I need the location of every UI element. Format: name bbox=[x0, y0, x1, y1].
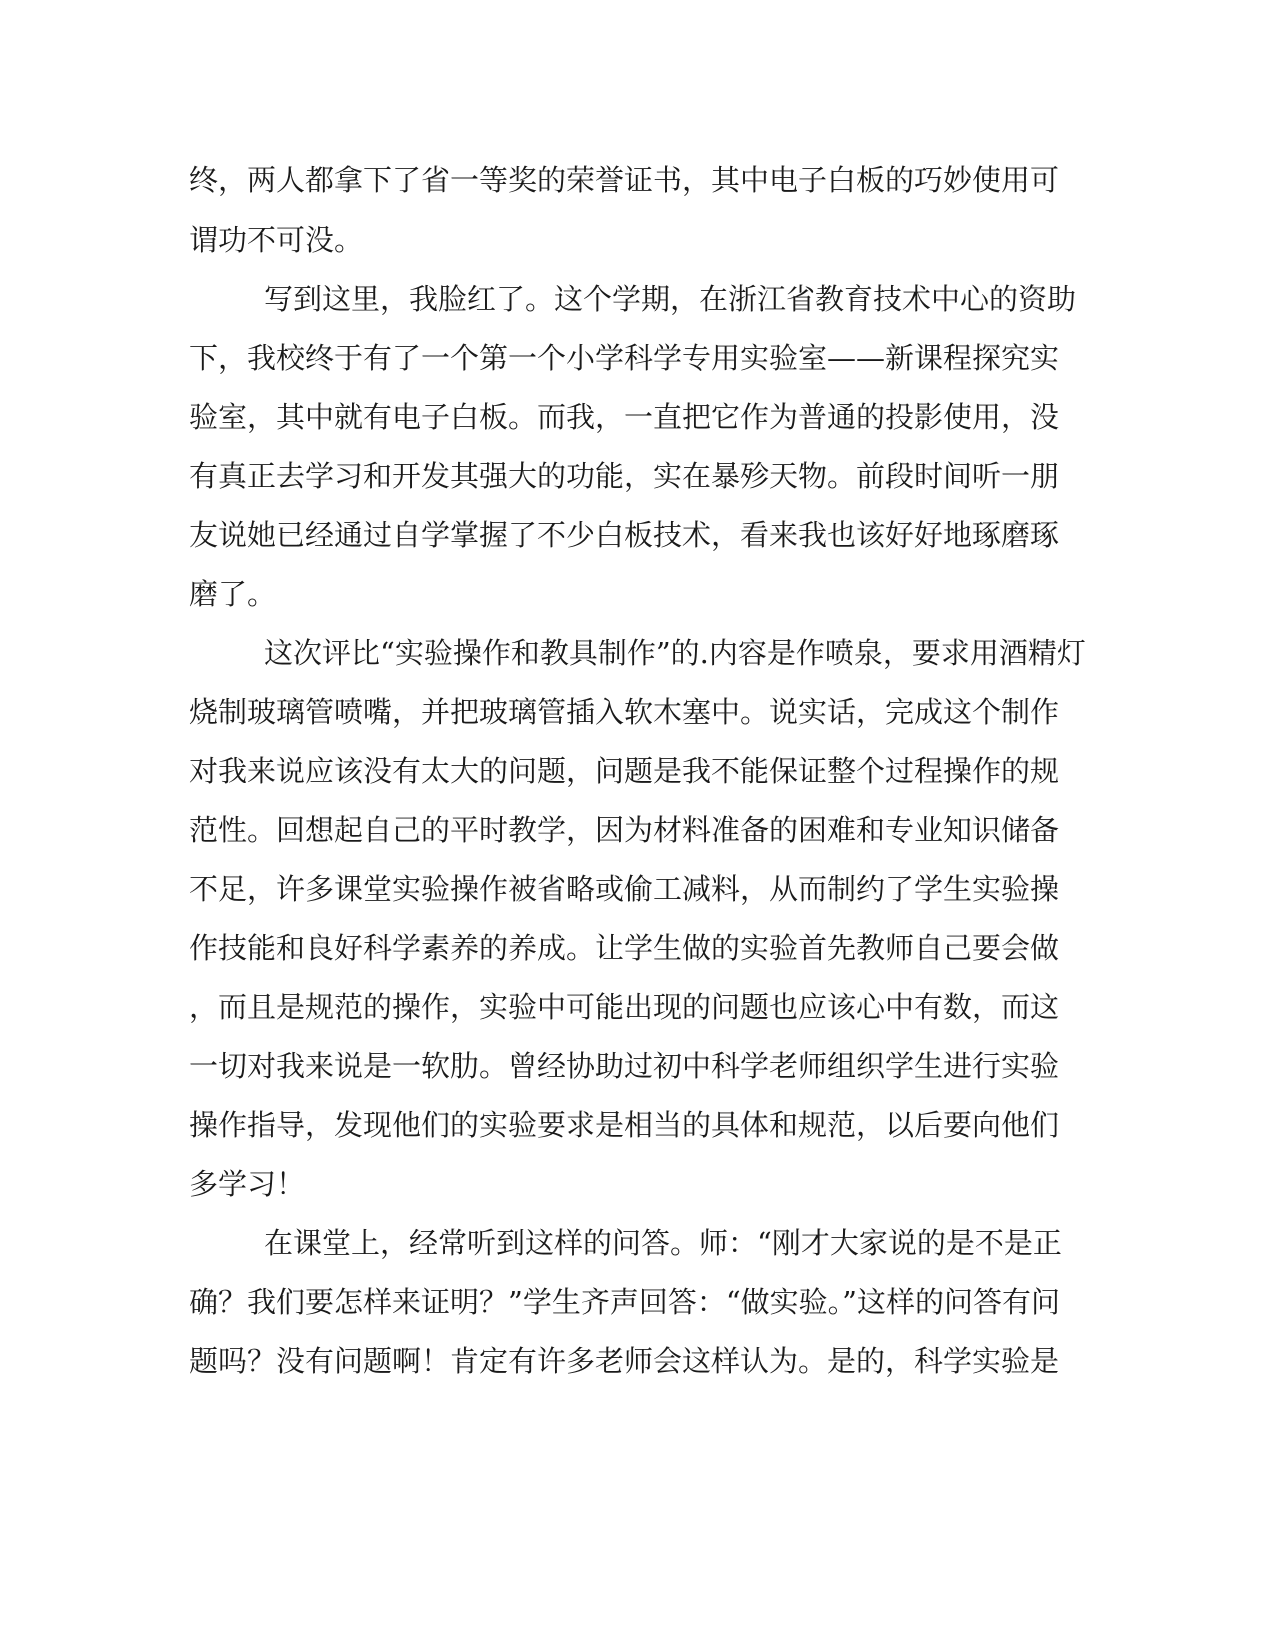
paragraph-3-line-6: 作技能和良好科学素养的养成。让学生做的实验首先教师自己要会做 bbox=[189, 931, 1060, 965]
paragraph-2-line-6: 磨了。 bbox=[189, 577, 277, 611]
paragraph-2-line-2: 下，我校终于有了一个第一个小学科学专用实验室——新课程探究实 bbox=[189, 341, 1060, 375]
paragraph-3-line-1: 这次评比“实验操作和教具制作”的.内容是作喷泉，要求用酒精灯 bbox=[264, 636, 1086, 670]
paragraph-2-line-4: 有真正去学习和开发其强大的功能，实在暴殄天物。前段时间听一朋 bbox=[189, 459, 1060, 493]
paragraph-4-line-1: 在课堂上，经常听到这样的问答。师：“刚才大家说的是不是正 bbox=[264, 1226, 1062, 1260]
paragraph-2-line-1: 写到这里，我脸红了。这个学期，在浙江省教育技术中心的资助 bbox=[264, 282, 1077, 316]
paragraph-1-line-2: 谓功不可没。 bbox=[189, 223, 364, 257]
paragraph-3-line-7: ，而且是规范的操作，实验中可能出现的问题也应该心中有数，而这 bbox=[189, 990, 1060, 1024]
paragraph-3-line-4: 范性。回想起自己的平时教学，因为材料准备的困难和专业知识储备 bbox=[189, 813, 1060, 847]
paragraph-3-line-5: 不足，许多课堂实验操作被省略或偷工减料，从而制约了学生实验操 bbox=[189, 872, 1060, 906]
paragraph-4-line-2: 确？我们要怎样来证明？”学生齐声回答：“做实验。”这样的问答有问 bbox=[189, 1285, 1060, 1319]
paragraph-1-line-1: 终，两人都拿下了省一等奖的荣誉证书，其中电子白板的巧妙使用可 bbox=[189, 163, 1060, 197]
paragraph-3-line-8: 一切对我来说是一软肋。曾经协助过初中科学老师组织学生进行实验 bbox=[189, 1049, 1060, 1083]
paragraph-2-line-3: 验室，其中就有电子白板。而我，一直把它作为普通的投影使用，没 bbox=[189, 400, 1060, 434]
paragraph-3-line-2: 烧制玻璃管喷嘴，并把玻璃管插入软木塞中。说实话，完成这个制作 bbox=[189, 695, 1060, 729]
paragraph-4-line-3: 题吗？没有问题啊！肯定有许多老师会这样认为。是的，科学实验是 bbox=[189, 1344, 1060, 1378]
paragraph-3-line-9: 操作指导，发现他们的实验要求是相当的具体和规范，以后要向他们 bbox=[189, 1108, 1060, 1142]
paragraph-2-line-5: 友说她已经通过自学掌握了不少白板技术，看来我也该好好地琢磨琢 bbox=[189, 518, 1060, 552]
paragraph-3-line-10: 多学习！ bbox=[189, 1167, 306, 1201]
paragraph-3-line-3: 对我来说应该没有太大的问题，问题是我不能保证整个过程操作的规 bbox=[189, 754, 1060, 788]
